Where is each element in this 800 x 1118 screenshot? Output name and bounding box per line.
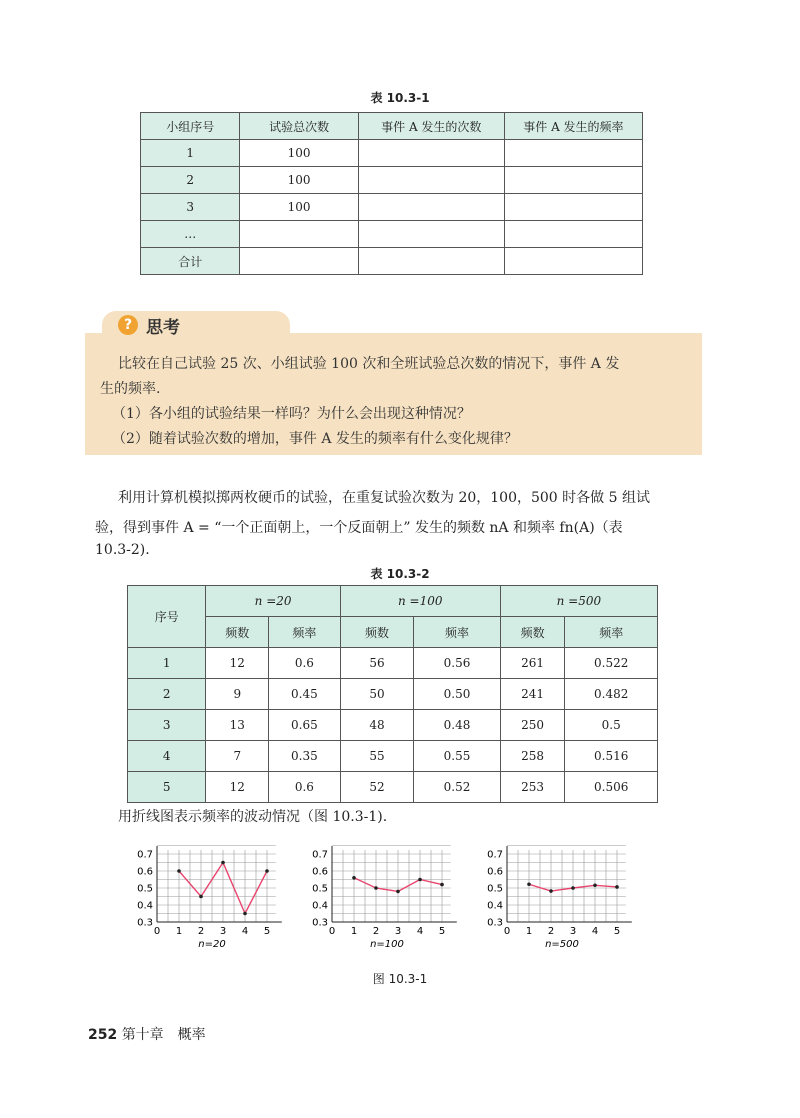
table2-cell: 13 <box>206 710 269 741</box>
table1-cell: … <box>141 221 240 248</box>
y-tick-label: 0.3 <box>487 917 503 929</box>
table1-header-cell: 试验总次数 <box>240 113 358 140</box>
y-tick-label: 0.4 <box>137 900 153 912</box>
intro-line: 验，得到事件 A = “一个正面朝上，一个反面朝上” 发生的频数 nA 和频率 fn(A)（表 <box>95 520 623 536</box>
table2-cell: 0.6 <box>269 772 341 803</box>
data-point <box>396 890 400 894</box>
table2-subheader-cell: 频率 <box>565 617 658 648</box>
table2-subheader-cell: 频数 <box>206 617 269 648</box>
table1-cell <box>358 140 504 167</box>
y-tick-label: 0.5 <box>312 883 328 895</box>
table2-cell: 3 <box>128 710 206 741</box>
table2-header-row <box>128 586 658 617</box>
x-tick-label: 2 <box>372 926 380 937</box>
data-point <box>549 889 553 893</box>
table1-cell: 合计 <box>141 248 240 275</box>
table2-subheader-cell: 频率 <box>269 617 341 648</box>
table2-cell: 261 <box>500 648 565 679</box>
y-tick-label: 0.5 <box>487 883 503 895</box>
x-tick-label: 0 <box>153 926 161 937</box>
table2-group-header: n =20 <box>206 586 340 617</box>
frequency-chart-n20 <box>125 842 285 952</box>
x-axis-label: n=100 <box>370 939 404 950</box>
table1-cell <box>240 221 358 248</box>
table-row <box>128 648 658 679</box>
table2-cell: 4 <box>128 741 206 772</box>
table1-caption: 表 10.3-1 <box>370 91 430 105</box>
x-tick-label: 3 <box>569 926 577 937</box>
table2-cell: 55 <box>340 741 414 772</box>
table1-cell <box>358 194 504 221</box>
think-line: 生的频率. <box>100 381 161 397</box>
y-tick-label: 0.5 <box>137 883 153 895</box>
table-row <box>128 710 658 741</box>
x-tick-label: 2 <box>197 926 205 937</box>
table2-cell: 1 <box>128 648 206 679</box>
y-tick-label: 0.7 <box>487 849 503 861</box>
table1-header-cell: 事件 A 发生的频率 <box>504 113 642 140</box>
table2-group-header: n =500 <box>500 586 657 617</box>
table-row <box>141 221 643 248</box>
table-row <box>128 772 658 803</box>
table2-cell: 9 <box>206 679 269 710</box>
table2-subheader-row <box>128 617 658 648</box>
table2-cell: 0.516 <box>565 741 658 772</box>
table2-cell: 241 <box>500 679 565 710</box>
data-point <box>418 878 422 882</box>
table1-header-cell: 小组序号 <box>141 113 240 140</box>
x-tick-label: 2 <box>547 926 555 937</box>
data-point <box>571 886 575 890</box>
data-point <box>352 876 356 880</box>
x-tick-label: 5 <box>438 926 446 937</box>
intro-line: 利用计算机模拟掷两枚硬币的试验，在重复试验次数为 20，100，500 时各做 5 组试 <box>118 490 650 506</box>
table1-cell: 100 <box>240 167 358 194</box>
table1 <box>140 112 643 275</box>
table2-cell: 12 <box>206 772 269 803</box>
table2-cell: 48 <box>340 710 414 741</box>
table1-cell: 1 <box>141 140 240 167</box>
table-row <box>128 679 658 710</box>
data-point <box>615 885 619 889</box>
y-tick-label: 0.7 <box>312 849 328 861</box>
table-row <box>141 248 643 275</box>
table2-cell: 50 <box>340 679 414 710</box>
data-point <box>221 861 225 865</box>
y-tick-label: 0.6 <box>487 866 503 878</box>
table2-cell: 0.6 <box>269 648 341 679</box>
data-point <box>374 886 378 890</box>
x-tick-label: 0 <box>328 926 336 937</box>
think-title: 思考 <box>146 318 180 338</box>
table1-cell <box>504 194 642 221</box>
y-tick-label: 0.4 <box>312 900 328 912</box>
x-tick-label: 4 <box>416 926 424 937</box>
table2-cell: 0.55 <box>414 741 501 772</box>
figure-caption: 图 10.3-1 <box>372 972 428 986</box>
table2-cell: 253 <box>500 772 565 803</box>
chapter-title: 第十章 概率 <box>121 1027 206 1043</box>
table2-cell: 0.506 <box>565 772 658 803</box>
table2 <box>127 585 658 803</box>
page-footer <box>88 1024 206 1044</box>
table2-cell: 2 <box>128 679 206 710</box>
think-line: 比较在自己试验 25 次、小组试验 100 次和全班试验总次数的情况下，事件 A 发 <box>118 356 620 372</box>
table1-cell <box>240 248 358 275</box>
table2-cell: 258 <box>500 741 565 772</box>
frequency-chart-n100 <box>300 842 460 952</box>
table2-cell: 0.50 <box>414 679 501 710</box>
data-point <box>527 882 531 886</box>
y-tick-label: 0.6 <box>137 866 153 878</box>
frequency-chart-n500 <box>475 842 635 952</box>
table2-caption: 表 10.3-2 <box>370 567 430 581</box>
table1-cell <box>504 221 642 248</box>
data-point <box>243 912 247 916</box>
x-tick-label: 5 <box>263 926 271 937</box>
x-tick-label: 1 <box>525 926 533 937</box>
table2-cell: 0.522 <box>565 648 658 679</box>
data-point <box>593 883 597 887</box>
x-tick-label: 4 <box>591 926 599 937</box>
table2-cell: 0.56 <box>414 648 501 679</box>
table2-cell: 12 <box>206 648 269 679</box>
data-point <box>199 895 203 899</box>
table-row <box>128 741 658 772</box>
table2-subheader-cell: 频数 <box>500 617 565 648</box>
data-point <box>265 869 269 873</box>
question-icon: ? <box>118 315 138 335</box>
table1-cell: 2 <box>141 167 240 194</box>
x-tick-label: 3 <box>394 926 402 937</box>
y-tick-label: 0.4 <box>487 900 503 912</box>
table2-cell: 0.48 <box>414 710 501 741</box>
x-tick-label: 4 <box>241 926 249 937</box>
think-question: （1）各小组的试验结果一样吗？为什么会出现这种情况？ <box>112 406 471 422</box>
table1-cell <box>504 248 642 275</box>
table2-cell: 5 <box>128 772 206 803</box>
x-axis-label: n=20 <box>198 939 226 950</box>
data-point <box>440 883 444 887</box>
table-row <box>141 140 643 167</box>
table2-group-header: n =100 <box>340 586 500 617</box>
table1-cell <box>358 167 504 194</box>
table-row <box>141 194 643 221</box>
table1-cell <box>358 248 504 275</box>
table2-cell: 0.35 <box>269 741 341 772</box>
x-tick-label: 0 <box>503 926 511 937</box>
table2-subheader-cell: 频数 <box>340 617 414 648</box>
table2-subheader-cell: 频率 <box>414 617 501 648</box>
table2-cell: 0.52 <box>414 772 501 803</box>
y-tick-label: 0.6 <box>312 866 328 878</box>
x-axis-label: n=500 <box>545 939 579 950</box>
table1-cell <box>504 140 642 167</box>
think-question: （2）随着试验次数的增加，事件 A 发生的频率有什么变化规律？ <box>112 431 518 447</box>
data-point <box>177 869 181 873</box>
table2-cell: 7 <box>206 741 269 772</box>
y-tick-label: 0.3 <box>312 917 328 929</box>
table2-cell: 52 <box>340 772 414 803</box>
table1-cell: 3 <box>141 194 240 221</box>
x-tick-label: 1 <box>175 926 183 937</box>
y-tick-label: 0.7 <box>137 849 153 861</box>
table1-header-row <box>141 113 643 140</box>
table2-cell: 0.65 <box>269 710 341 741</box>
x-tick-label: 1 <box>350 926 358 937</box>
x-tick-label: 5 <box>613 926 621 937</box>
table1-cell <box>358 221 504 248</box>
after-table-text: 用折线图表示频率的波动情况（图 10.3-1). <box>118 809 388 825</box>
x-tick-label: 3 <box>219 926 227 937</box>
table1-cell: 100 <box>240 194 358 221</box>
table2-cell: 56 <box>340 648 414 679</box>
table2-cell: 0.482 <box>565 679 658 710</box>
y-tick-label: 0.3 <box>137 917 153 929</box>
table2-header-cell: 序号 <box>128 586 206 648</box>
intro-line: 10.3-2). <box>95 542 150 558</box>
table2-cell: 0.45 <box>269 679 341 710</box>
table1-header-cell: 事件 A 发生的次数 <box>358 113 504 140</box>
table2-cell: 250 <box>500 710 565 741</box>
table-row <box>141 167 643 194</box>
table1-cell <box>504 167 642 194</box>
page-number: 252 <box>88 1027 118 1043</box>
table1-cell: 100 <box>240 140 358 167</box>
table2-cell: 0.5 <box>565 710 658 741</box>
